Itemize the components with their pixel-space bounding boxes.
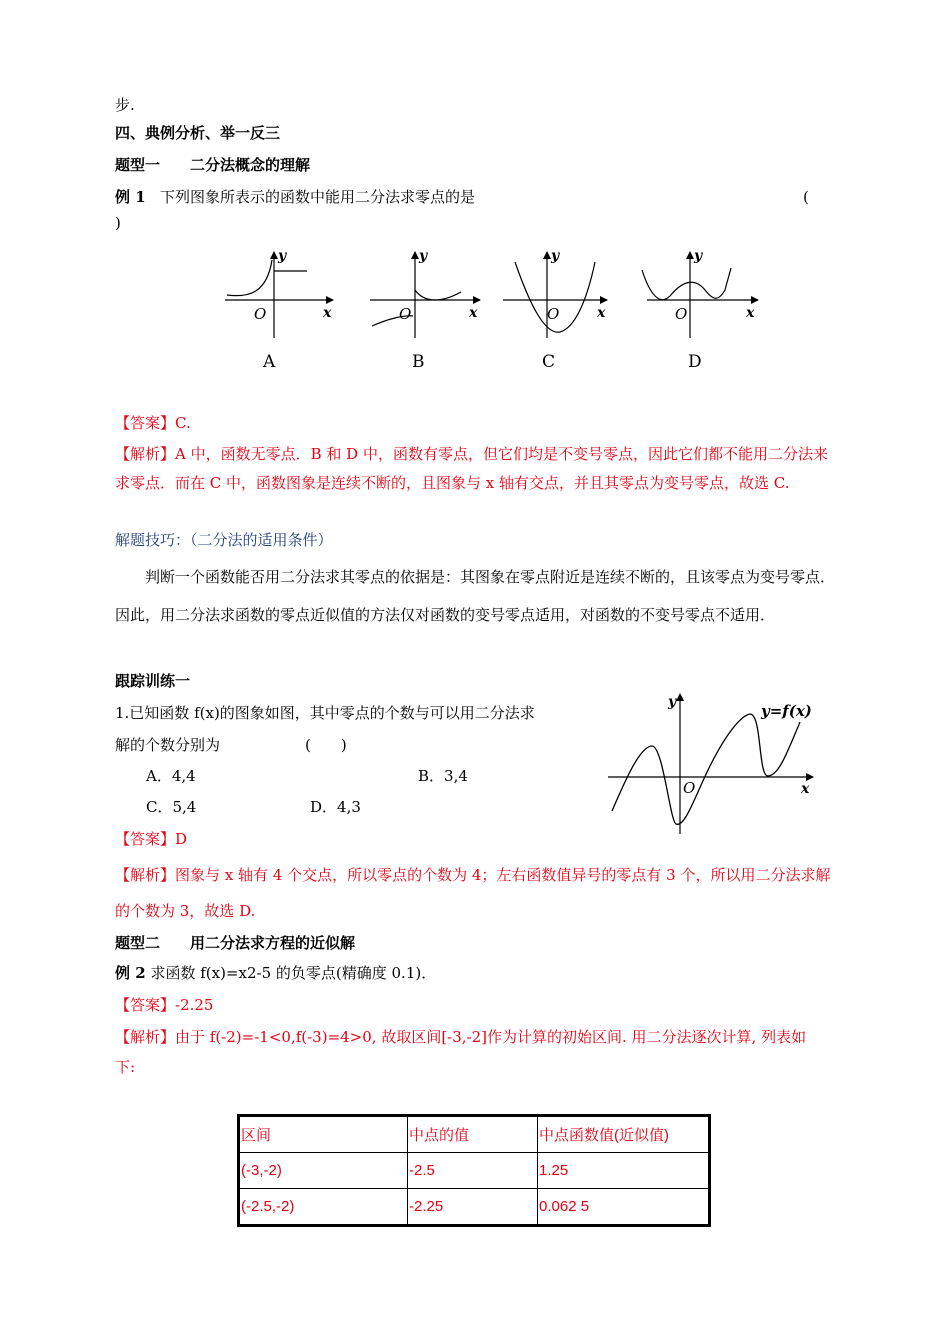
graph-d	[642, 248, 758, 372]
practice1-heading: 跟踪训练一	[115, 672, 191, 690]
answer-paren-open: (	[803, 188, 809, 206]
table-header-interval: 区间	[239, 1116, 408, 1153]
option-a: A．4,4	[146, 767, 196, 785]
graph-c-origin: O	[547, 305, 560, 323]
example1-label: 例 1	[115, 188, 146, 206]
graph-a-origin: O	[254, 305, 267, 323]
option-b: B．3,4	[418, 767, 468, 785]
example2-text: 求函数 f(x)=x2-5 的负零点(精确度 0.1)．	[150, 964, 437, 982]
bisection-table	[237, 1114, 711, 1227]
table-header-row	[239, 1116, 710, 1153]
example1-analysis: 【解析】A 中，函数无零点．B 和 D 中，函数有零点，但它们均是不变号零点，因此它们都不能用二分法来求零点．而在 C 中，函数图象是连续不断的，且图象与 x 轴有交点，并且其零点为变号零点，故选 C.	[115, 445, 828, 492]
graph-a-curve	[227, 260, 272, 296]
practice1-analysis: 【解析】图象与 x 轴有 4 个交点，所以零点的个数为 4；左右函数值异号的零点有 3 个，所以用二分法求解的个数为 3，故选 D.	[115, 866, 831, 920]
example1-answer: 【答案】C.	[115, 414, 191, 432]
answer-paren-close: )	[115, 214, 121, 232]
example2-answer: 【答案】-2.25	[115, 996, 214, 1014]
practice1-origin: O	[683, 779, 696, 797]
tip-heading: 解题技巧：（二分法的适用条件）	[115, 531, 333, 549]
practice1-curve	[612, 714, 800, 824]
practice1-graph	[600, 686, 820, 836]
practice1-answer: 【答案】D	[115, 830, 188, 848]
table-header-midpoint-value: 中点函数值(近似值)	[538, 1116, 710, 1153]
graph-b-y-label: y	[419, 248, 428, 264]
practice1-y-label: y	[668, 694, 677, 710]
graph-a	[225, 248, 333, 372]
graph-d-curve	[642, 268, 731, 300]
example2-analysis-line1: 【解析】由于 f(-2)=-1<0,f(-3)=4>0, 故取区间[-3,-2]作为计算的初始区间. 用二分法逐次计算, 列表如	[115, 1028, 807, 1046]
graph-b-caption: B	[412, 352, 425, 372]
graph-b-right-curve	[415, 290, 461, 300]
table-cell: 1.25	[538, 1153, 710, 1189]
practice1-x-label: x	[801, 781, 810, 797]
graph-c-caption: C	[542, 352, 556, 372]
section-heading: 四、典例分析、举一反三	[115, 124, 281, 142]
graph-b-origin: O	[399, 305, 412, 323]
tip-body: 判断一个函数能否用二分法求其零点的依据是：其图象在零点附近是连续不断的，且该零点为变号零点．因此，用二分法求函数的零点近似值的方法仅对函数的变号零点适用，对函数的不变号零点不适用．	[115, 568, 836, 624]
table-header-midpoint: 中点的值	[408, 1116, 538, 1153]
practice1-question-line2: 解的个数分别为	[115, 736, 221, 754]
table-cell: (-3,-2)	[239, 1153, 408, 1189]
table-cell: -2.25	[408, 1189, 538, 1226]
practice1-curve-label: y=f(x)	[761, 702, 812, 720]
example1-graphs	[215, 240, 775, 380]
graph-a-x-label: x	[323, 305, 332, 321]
option-c: C．5,4	[146, 798, 197, 816]
type1-heading: 题型一 二分法概念的理解	[115, 156, 311, 174]
table-row	[239, 1189, 710, 1226]
graph-c-x-label: x	[597, 305, 606, 321]
graph-c	[503, 248, 607, 372]
graph-b-x-label: x	[469, 305, 478, 321]
example2-analysis-line2: 下:	[115, 1058, 136, 1076]
graph-d-caption: D	[688, 352, 702, 372]
option-d: D．4,3	[310, 798, 361, 816]
example1-text: 下列图象所表示的函数中能用二分法求零点的是	[159, 188, 475, 206]
practice1-question-line1: 1.已知函数 f(x)的图象如图，其中零点的个数与可以用二分法求	[115, 704, 535, 722]
graph-c-y-label: y	[551, 248, 560, 264]
example1-question	[115, 187, 475, 207]
table-cell: (-2.5,-2)	[239, 1189, 408, 1226]
table-cell: 0.062 5	[538, 1189, 710, 1226]
table-cell: -2.5	[408, 1153, 538, 1189]
graph-d-origin: O	[675, 305, 688, 323]
intro-tail: 步.	[115, 96, 135, 114]
graph-a-y-label: y	[278, 248, 287, 264]
graph-b	[370, 248, 480, 372]
graph-d-y-label: y	[694, 248, 703, 264]
practice1-answer-paren: ( )	[305, 736, 347, 754]
graph-a-caption: A	[263, 352, 276, 372]
example2-question	[115, 963, 436, 983]
example2-label: 例 2	[115, 964, 146, 982]
table-row	[239, 1153, 710, 1189]
graph-d-x-label: x	[746, 305, 755, 321]
type2-heading: 题型二 用二分法求方程的近似解	[115, 934, 356, 952]
